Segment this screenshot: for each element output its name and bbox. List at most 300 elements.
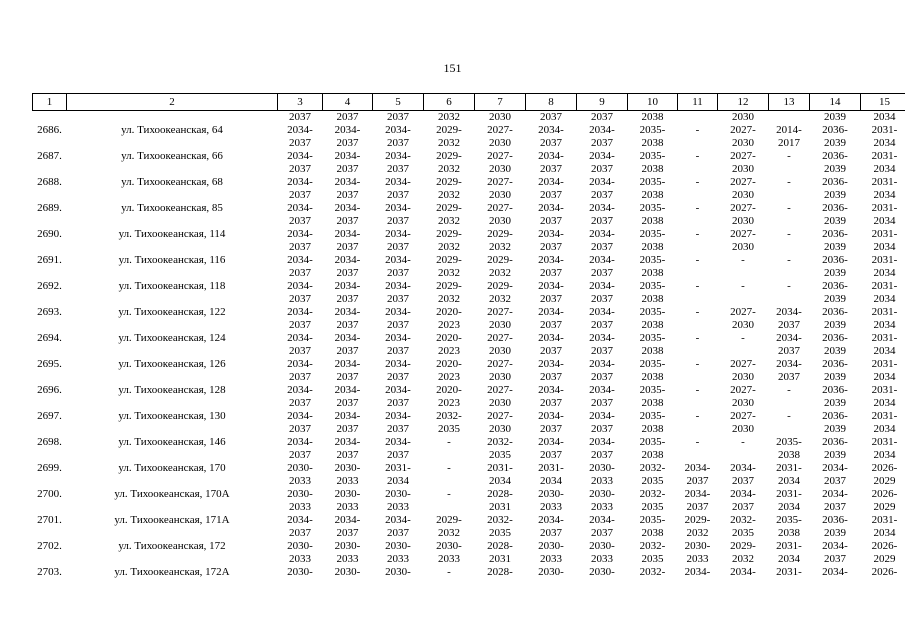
empty-cell — [33, 293, 67, 306]
table-cell: 2032- — [639, 540, 666, 552]
address-cell: ул. Тихоокеанская, 170 — [118, 462, 226, 474]
table-cell: 2027- — [487, 384, 513, 396]
table-cell: - — [787, 280, 791, 292]
table-cell — [769, 397, 810, 410]
table-cell: 2032 — [438, 189, 460, 201]
table-cell: 2034- — [287, 306, 313, 318]
table-cell: 2038 — [641, 267, 664, 279]
table-cell: 2035 — [489, 527, 511, 539]
table-row-continuation — [33, 475, 905, 488]
table-cell: 2028- — [487, 540, 513, 552]
table-cell: 2037 — [540, 241, 562, 253]
table-cell: 2032 — [732, 553, 754, 565]
table-cell: 2035 — [438, 423, 460, 435]
table-cell — [769, 293, 810, 306]
table-cell: 2030- — [385, 566, 411, 578]
table-cell: 2014- — [776, 124, 802, 136]
empty-cell — [67, 241, 278, 254]
table-cell: 2034- — [334, 332, 361, 344]
table-cell: 2035 — [641, 475, 664, 487]
table-cell: 2034- — [538, 202, 564, 214]
empty-cell — [33, 189, 67, 202]
table-cell — [769, 267, 810, 280]
table-cell: - — [741, 436, 745, 448]
table-cell: 2027- — [730, 306, 756, 318]
table-cell: 2037 — [591, 527, 613, 539]
table-cell: 2030 — [489, 371, 511, 383]
table-cell: 2032- — [639, 566, 666, 578]
table-cell: 2035- — [639, 228, 666, 240]
empty-cell — [33, 319, 67, 332]
table-cell: 2034 — [873, 215, 896, 227]
table-cell: 2030- — [684, 540, 711, 552]
table-cell: 2029 — [873, 475, 896, 487]
table-cell: 2032 — [438, 163, 460, 175]
table-cell: 2034 — [873, 319, 896, 331]
row-number: 2698. — [37, 436, 62, 448]
table-cell: 2034- — [822, 540, 848, 552]
table-cell: 2030 — [732, 137, 754, 149]
column-header: 7 — [475, 94, 526, 111]
table-cell: - — [787, 410, 791, 422]
empty-cell — [33, 345, 67, 358]
column-header: 3 — [278, 94, 323, 111]
table-cell: 2037 — [336, 163, 359, 175]
column-header: 6 — [424, 94, 475, 111]
table-cell: 2031- — [776, 566, 802, 578]
table-cell: 2029- — [487, 254, 513, 266]
table-cell: 2034- — [385, 202, 411, 214]
table-cell: 2034- — [287, 228, 313, 240]
table-cell: 2034- — [385, 150, 411, 162]
table-cell: 2036- — [822, 228, 848, 240]
table-cell: 2034- — [730, 462, 756, 474]
row-number: 2694. — [37, 332, 62, 344]
table-cell: 2034- — [287, 436, 313, 448]
table-cell: 2034- — [334, 280, 361, 292]
table-cell: 2036- — [822, 150, 848, 162]
table-row — [33, 124, 905, 137]
table-cell: 2037 — [591, 215, 613, 227]
table-cell: 2039 — [824, 137, 846, 149]
address-cell: ул. Тихоокеанская, 171А — [114, 514, 230, 526]
table-cell: 2034- — [538, 176, 564, 188]
table-cell: 2035 — [641, 501, 664, 513]
table-cell: 2029- — [730, 540, 756, 552]
table-cell: - — [695, 124, 700, 136]
table-cell: 2030- — [334, 488, 361, 500]
table-cell: 2032- — [639, 462, 666, 474]
table-cell: 2034- — [538, 306, 564, 318]
table-cell: 2036- — [822, 410, 848, 422]
table-cell: 2037 — [591, 345, 613, 357]
table-cell: 2031- — [871, 254, 898, 266]
table-cell: 2023 — [438, 319, 460, 331]
table-row — [33, 436, 905, 449]
table-cell: 2037 — [336, 371, 359, 383]
table-cell: 2034- — [589, 332, 615, 344]
table-cell: 2037 — [540, 527, 562, 539]
table-cell: 2028- — [487, 488, 513, 500]
table-cell: 2030- — [334, 566, 361, 578]
table-cell: 2032 — [489, 293, 511, 305]
table-cell: 2030 — [489, 215, 511, 227]
table-cell: 2029- — [436, 254, 462, 266]
table-cell: 2017 — [778, 137, 800, 149]
table-cell: 2037 — [336, 293, 359, 305]
table-cell: - — [741, 332, 745, 344]
table-cell: 2034- — [684, 462, 711, 474]
table-cell: 2034- — [538, 410, 564, 422]
table-cell: 2037 — [289, 111, 311, 123]
table-cell: 2030 — [732, 189, 754, 201]
header-row — [33, 94, 905, 111]
table-cell: 2035- — [639, 254, 666, 266]
table-cell: - — [695, 384, 700, 396]
table-cell: 2031- — [871, 176, 898, 188]
table-cell: 2030 — [732, 371, 754, 383]
table-cell: 2034 — [387, 475, 409, 487]
table-cell: 2036- — [822, 202, 848, 214]
table-cell: - — [447, 462, 451, 474]
table-cell: 2037 — [289, 163, 311, 175]
table-cell: 2034 — [873, 527, 896, 539]
table-cell: 2034- — [385, 514, 411, 526]
table-cell: 2027- — [487, 150, 513, 162]
table-cell: 2037 — [591, 241, 613, 253]
table-cell: 2030- — [538, 566, 564, 578]
table-row-continuation — [33, 371, 905, 384]
table-cell: 2029- — [684, 514, 711, 526]
table-cell: 2034- — [684, 488, 711, 500]
table-row — [33, 514, 905, 527]
table-row-continuation — [33, 267, 905, 280]
table-cell: 2036- — [822, 384, 848, 396]
table-cell: 2034 — [778, 501, 800, 513]
table-cell: 2034- — [538, 150, 564, 162]
table-cell: 2037 — [289, 189, 311, 201]
table-cell: 2027- — [730, 202, 756, 214]
table-row — [33, 306, 905, 319]
empty-cell — [67, 553, 278, 566]
table-cell — [678, 267, 718, 280]
address-cell: ул. Тихоокеанская, 85 — [121, 202, 223, 214]
table-cell: 2029- — [487, 228, 513, 240]
empty-cell — [67, 501, 278, 514]
table-cell: 2035- — [639, 280, 666, 292]
table-cell: 2039 — [824, 215, 846, 227]
empty-cell — [67, 267, 278, 280]
table-cell: 2034- — [730, 566, 756, 578]
table-cell: 2032- — [487, 514, 513, 526]
empty-cell — [67, 137, 278, 150]
row-number: 2701. — [37, 514, 62, 526]
table-cell: 2033 — [591, 475, 613, 487]
table-cell: 2030- — [287, 462, 313, 474]
table-cell: 2034- — [589, 124, 615, 136]
table-cell: - — [787, 384, 791, 396]
table-cell — [33, 111, 67, 125]
table-row — [33, 488, 905, 501]
table-cell: 2039 — [824, 163, 846, 175]
table-cell: 2039 — [824, 371, 846, 383]
table-cell: 2037 — [686, 501, 709, 513]
table-cell: 2035 — [732, 527, 754, 539]
table-cell: 2027- — [730, 176, 756, 188]
table-body — [33, 94, 905, 580]
table-cell: - — [695, 306, 700, 318]
table-cell: 2030 — [732, 215, 754, 227]
table-cell: 2034- — [334, 514, 361, 526]
table-cell: 2037 — [289, 345, 311, 357]
table-cell: - — [787, 254, 791, 266]
table-cell: 2034- — [730, 488, 756, 500]
table-cell: 2037 — [289, 397, 311, 409]
table-cell: 2032 — [686, 527, 709, 539]
table-cell: - — [787, 150, 791, 162]
table-cell: 2038 — [778, 527, 800, 539]
table-cell: 2027- — [487, 202, 513, 214]
table-cell: 2034- — [287, 410, 313, 422]
table-row — [33, 150, 905, 163]
table-cell: 2035- — [639, 202, 666, 214]
table-cell: 2035 — [489, 449, 511, 461]
table-row — [33, 384, 905, 397]
table-cell: 2037 — [540, 137, 562, 149]
table-cell: 2031- — [776, 540, 802, 552]
table-cell: 2034- — [385, 124, 411, 136]
table-cell: 2037 — [336, 527, 359, 539]
table-cell: 2034- — [385, 254, 411, 266]
table-cell: 2037 — [387, 293, 409, 305]
table-row-continuation — [33, 345, 905, 358]
row-number: 2689. — [37, 202, 62, 214]
table-cell: 2034- — [287, 384, 313, 396]
table-cell: 2037 — [540, 267, 562, 279]
table-cell: 2034- — [776, 332, 802, 344]
table-cell: 2039 — [824, 397, 846, 409]
table-row — [33, 228, 905, 241]
row-number: 2687. — [37, 150, 62, 162]
table-cell: 2034- — [589, 280, 615, 292]
table-cell: 2033 — [289, 475, 311, 487]
table-cell: 2039 — [824, 527, 846, 539]
table-cell: 2038 — [641, 293, 664, 305]
table-cell: 2034- — [385, 306, 411, 318]
table-cell: 2031- — [871, 332, 898, 344]
table-cell: 2034- — [589, 384, 615, 396]
table-cell: 2034- — [538, 124, 564, 136]
table-cell: 2031- — [871, 124, 898, 136]
table-cell: 2030 — [732, 319, 754, 331]
empty-cell — [67, 371, 278, 384]
table-cell: 2033 — [289, 553, 311, 565]
table-cell: 2027- — [730, 358, 756, 370]
table-row-continuation — [33, 423, 905, 436]
address-cell: ул. Тихоокеанская, 122 — [118, 306, 226, 318]
table-cell: 2034 — [489, 475, 511, 487]
table-row-continuation — [33, 215, 905, 228]
table-row-continuation — [33, 449, 905, 462]
page-number: 151 — [443, 61, 462, 75]
table-cell: 2037 — [591, 267, 613, 279]
table-cell: 2038 — [641, 423, 664, 435]
empty-cell — [33, 371, 67, 384]
table-cell — [718, 449, 769, 462]
table-cell: 2034- — [334, 150, 361, 162]
table-cell: 2038 — [641, 449, 664, 461]
row-number: 2690. — [37, 228, 62, 240]
table-cell: 2033 — [336, 475, 359, 487]
table-cell: 2038 — [641, 163, 664, 175]
table-cell: 2039 — [824, 111, 846, 123]
table-cell: 2037 — [540, 345, 562, 357]
table-cell: 2031- — [871, 358, 898, 370]
table-cell: 2033 — [591, 501, 613, 513]
table-cell: 2037 — [336, 345, 359, 357]
table-cell: 2030- — [287, 540, 313, 552]
table-cell: 2031- — [487, 462, 513, 474]
table-cell: 2031 — [489, 553, 511, 565]
table-cell: 2034- — [538, 280, 564, 292]
table-cell: 2038 — [641, 319, 664, 331]
table-cell: - — [787, 176, 791, 188]
table-cell: 2029- — [436, 514, 462, 526]
table-cell: 2032 — [438, 111, 460, 123]
table-cell: 2030 — [732, 397, 754, 409]
table-cell: 2032 — [438, 241, 460, 253]
table-cell — [678, 345, 718, 358]
table-cell — [678, 397, 718, 410]
table-row-continuation — [33, 241, 905, 254]
table-cell: 2029- — [436, 176, 462, 188]
table-cell: 2037 — [387, 111, 409, 123]
column-header: 12 — [718, 94, 769, 111]
table-row-continuation — [33, 293, 905, 306]
table-cell: 2031- — [871, 280, 898, 292]
table-cell: 2037 — [540, 319, 562, 331]
table-cell: 2026- — [871, 566, 898, 578]
table-cell: 2031- — [871, 306, 898, 318]
table-cell: - — [447, 488, 451, 500]
table-cell: 2034 — [873, 137, 896, 149]
table-cell: 2031- — [385, 462, 411, 474]
empty-cell — [33, 397, 67, 410]
table-cell: - — [695, 280, 700, 292]
table-cell: 2034- — [334, 436, 361, 448]
table-cell: 2026- — [871, 488, 898, 500]
table-cell: 2034- — [776, 358, 802, 370]
table-row — [33, 280, 905, 293]
table-cell: 2037 — [540, 111, 562, 123]
table-cell: - — [741, 254, 745, 266]
table-row — [33, 202, 905, 215]
table-cell: 2037 — [591, 423, 613, 435]
table-cell: 2029- — [487, 280, 513, 292]
table-cell: 2037 — [336, 423, 359, 435]
table-cell: 2037 — [540, 449, 562, 461]
row-number: 2697. — [37, 410, 62, 422]
table-cell: 2027- — [487, 332, 513, 344]
table-cell: 2039 — [824, 423, 846, 435]
empty-cell — [33, 267, 67, 280]
table-cell: 2030 — [489, 137, 511, 149]
table-cell: 2023 — [438, 371, 460, 383]
table-cell: 2033 — [387, 501, 409, 513]
row-number: 2702. — [37, 540, 62, 552]
table-cell: 2029- — [436, 124, 462, 136]
table-cell: - — [741, 280, 745, 292]
table-cell: 2034- — [589, 306, 615, 318]
table-cell: 2030 — [489, 189, 511, 201]
table-cell: 2037 — [289, 527, 311, 539]
table-cell: 2034- — [538, 332, 564, 344]
table-cell: 2034- — [385, 384, 411, 396]
table-cell: 2037 — [540, 371, 562, 383]
table-row — [33, 254, 905, 267]
table-cell: 2028- — [487, 566, 513, 578]
table-cell: 2034- — [589, 150, 615, 162]
table-cell: 2034- — [287, 176, 313, 188]
table-cell: 2037 — [387, 267, 409, 279]
table-cell: 2033 — [686, 553, 709, 565]
table-cell: 2037 — [824, 475, 846, 487]
column-header: 14 — [810, 94, 861, 111]
table-cell: 2029- — [436, 202, 462, 214]
table-cell: 2037 — [387, 397, 409, 409]
table-cell: 2030- — [334, 540, 361, 552]
table-cell: 2030- — [334, 462, 361, 474]
table-cell — [769, 163, 810, 176]
table-cell — [678, 319, 718, 332]
table-cell: 2029 — [873, 553, 896, 565]
table-cell: 2033 — [540, 553, 562, 565]
table-cell: 2034- — [538, 514, 564, 526]
table-cell — [678, 215, 718, 228]
table-cell: 2030- — [385, 488, 411, 500]
column-header: 2 — [67, 94, 278, 111]
table-cell: 2031- — [871, 410, 898, 422]
table-cell: 2039 — [824, 241, 846, 253]
table-cell: 2037 — [336, 189, 359, 201]
table-cell: 2031- — [871, 228, 898, 240]
table-cell: 2034- — [822, 462, 848, 474]
table-cell: 2033 — [336, 553, 359, 565]
empty-cell — [33, 137, 67, 150]
table-cell: 2034- — [538, 358, 564, 370]
table-cell: 2037 — [387, 423, 409, 435]
table-cell: 2034- — [385, 228, 411, 240]
table-cell: 2034- — [287, 280, 313, 292]
table-cell: 2035 — [641, 553, 664, 565]
table-cell: 2030 — [489, 163, 511, 175]
address-cell: ул. Тихоокеанская, 172 — [118, 540, 226, 552]
table-cell: 2037 — [540, 293, 562, 305]
table-cell: 2038 — [641, 527, 664, 539]
table-cell: 2034- — [589, 254, 615, 266]
row-number: 2703. — [37, 566, 62, 578]
table-row — [33, 566, 905, 579]
table-cell: 2037 — [387, 345, 409, 357]
table-cell: 2031- — [871, 202, 898, 214]
row-number: 2696. — [37, 384, 62, 396]
empty-cell — [33, 501, 67, 514]
table-cell: 2037 — [824, 553, 846, 565]
table-cell: 2034 — [873, 345, 896, 357]
table-cell: 2037 — [336, 449, 359, 461]
table-cell: 2037 — [387, 527, 409, 539]
table-cell: 2034- — [776, 306, 802, 318]
